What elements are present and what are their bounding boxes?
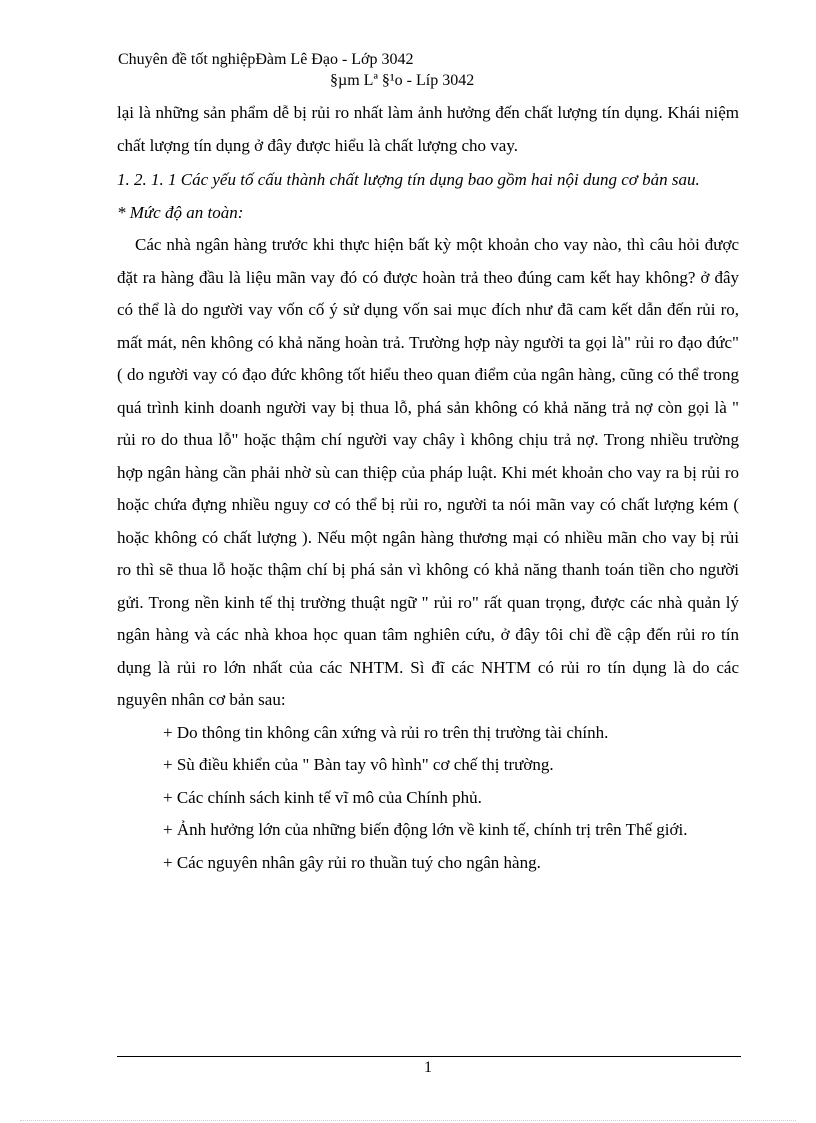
body-paragraph: Các nhà ngân hàng trước khi thực hiện bất kỳ một khoản cho vay nào, thì câu hỏi được đặt ra hàng đầu là liệu mãn vay đó có được hoàn trả theo đúng cam kết hay không? ở đây có thể là do người vay vốn cố ý sử dụng vốn sai mục đích như đã cam kết dẫn đến rủi ro, mất mát, nên không có khả năng hoàn trả. Trường hợp này người ta gọi là" rủi ro đạo đức" ( do người vay có đạo đức không tốt hiểu theo quan điểm của ngân hàng, cũng có thể trong quá trình kinh doanh người vay bị thua lỗ, phá sản không có khả năng trả nợ còn gọi là " rủi ro do thua lỗ" hoặc thậm chí người vay chây ì không chịu trả nợ. Trong nhiều trường hợp ngân hàng cần phải nhờ sù can thiệp của pháp luật. Khi mét khoản cho vay ra bị rủi ro hoặc chứa đựng nhiều nguy cơ có thể bị rủi ro, người ta nói mãn vay có chất lượng kém ( hoặc không có chất lượng ). Nếu một ngân hàng thương mại có nhiều mãn cho vay bị rủi ro thì sẽ thua lỗ hoặc thậm chí bị phá sản vì không có khả năng thanh toán tiền cho người gửi. Trong nền kinh tế thị trường thuật ngữ " rủi ro" rất quan trọng, được các nhà quản lý ngân hàng và các nhà khoa học quan tâm nghiên cứu, ở đây tôi chỉ đề cập đến rủi ro tín dụng là rủi ro lớn nhất của các NHTM. Sì đĩ các NHTM có rủi ro tín dụng là do các nguyên nhân cơ bản sau: xyxy=(117,235,739,709)
running-header: Chuyên đề tốt nghiệpĐàm Lê Đạo - Lớp 3042 xyxy=(118,51,414,68)
running-header-encoded: §µm Lª §¹o - Líp 3042 xyxy=(330,72,475,89)
page-bottom-divider xyxy=(20,1120,796,1121)
paragraph-continuation: lại là những sản phẩm dễ bị rủi ro nhất làm ảnh hưởng đến chất lượng tín dụng. Khái niệm chất lượng tín dụng ở đây được hiểu là chất lượng cho vay. xyxy=(117,103,739,155)
list-item: + Do thông tin không cân xứng và rủi ro trên thị trường tài chính. xyxy=(163,722,609,742)
subsection-heading: * Mức độ an toàn: xyxy=(117,202,244,222)
page-number: 1 xyxy=(424,1059,432,1076)
section-heading: 1. 2. 1. 1 Các yếu tố cấu thành chất lượng tín dụng bao gồm hai nội dung cơ bản sau. xyxy=(117,170,700,189)
list-item: + Sù điều khiển của " Bàn tay vô hình" cơ chế thị trường. xyxy=(163,755,554,774)
list-item: + Ảnh hưởng lớn của những biến động lớn về kinh tế, chính trị trên Thế giới. xyxy=(163,820,688,839)
list-item: + Các chính sách kinh tế vĩ mô của Chính phủ. xyxy=(163,787,482,807)
document-body xyxy=(117,97,739,879)
footer-rule xyxy=(117,1056,741,1057)
list-item: + Các nguyên nhân gây rủi ro thuần tuý cho ngân hàng. xyxy=(163,852,541,872)
